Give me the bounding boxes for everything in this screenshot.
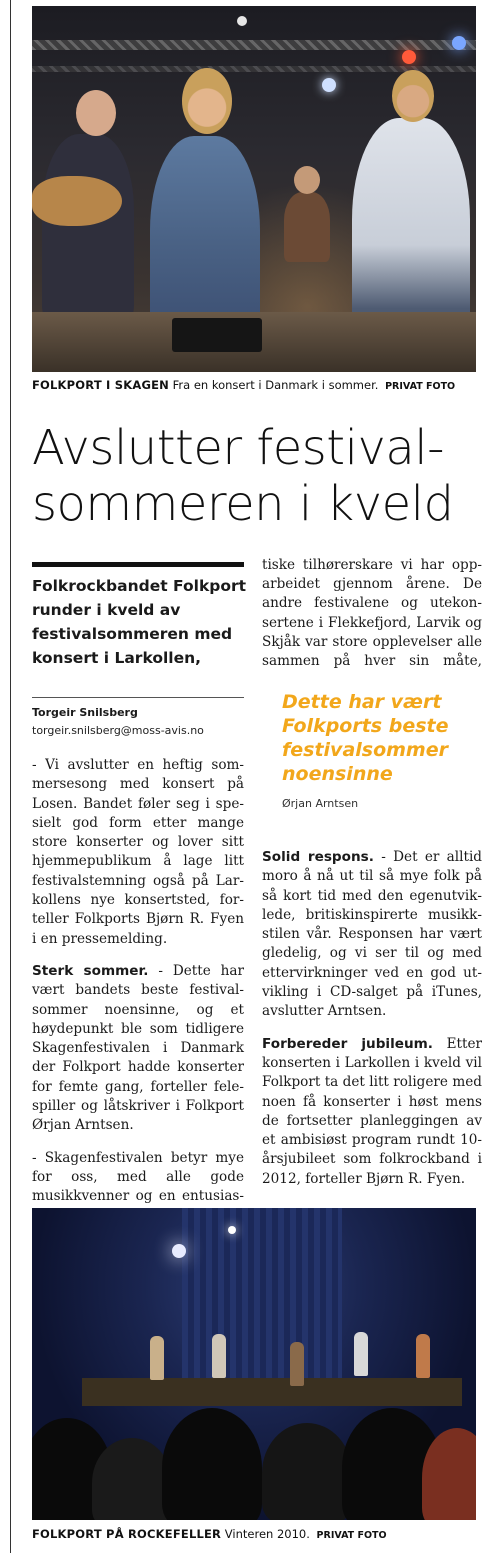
stage-light — [237, 16, 247, 26]
guitarist — [42, 134, 134, 324]
guitarist-head — [76, 90, 116, 136]
paragraph-5 — [262, 1035, 482, 1189]
drummer — [284, 192, 330, 262]
lead-in-forbereder-jubileum: Forbereder jubileum. — [262, 1035, 433, 1052]
band-member — [354, 1332, 368, 1376]
band-member — [212, 1334, 226, 1378]
paragraph-1: - Vi avslutter en heftig sommersesong med konsert på Losen. Bandet føler seg i spesielt god form etter mange store konserter og lover sitt hjemmepublikum å lage litt festivalstemning også på Larkollens nye konsertsted, forteller Folkports Bjørn R. Fyen i en pressemelding. — [32, 757, 244, 947]
caption-title: FOLKPORT PÅ ROCKEFELLER — [32, 1527, 222, 1541]
body-column-right-top — [262, 556, 482, 672]
pull-quote: Dette har vært Folkports beste festivalsommer noensinne — [282, 691, 449, 785]
lighting-truss — [32, 40, 476, 50]
stage-light — [452, 36, 466, 50]
stage-curtain — [182, 1208, 342, 1398]
drummer-head — [294, 166, 320, 194]
lead-in-sterk-sommer: Sterk sommer. — [32, 962, 149, 979]
headline-line-2: sommeren i kveld — [32, 476, 454, 532]
caption-title: FOLKPORT I SKAGEN — [32, 378, 169, 392]
concert-photo-skagen — [32, 6, 476, 372]
lead-in-solid-respons: Solid respons. — [262, 849, 374, 865]
paragraph-3: - Skagenfestivalen betyr mye for oss, med alle gode musikkvenner og en entusias — [32, 1149, 244, 1205]
band-member — [416, 1334, 430, 1378]
byline-name: Torgeir Snilsberg — [32, 706, 138, 719]
acoustic-guitar — [32, 176, 122, 226]
caption-text: Fra en konsert i Danmark i sommer. — [172, 378, 379, 392]
stage-light — [402, 50, 416, 64]
stage-light — [228, 1226, 236, 1234]
paragraph-2-text: - Dette har vært bandets beste festivalsommer noensinne, og et høydepunkt ble som tidligere Skagenfestivalen i Danmark der Folkport hadde konserter for femte gang, forteller felespiller og låtskriver i Folkport Ørjan Arntsen. — [32, 962, 244, 1134]
byline-rule — [32, 697, 244, 698]
body-column-left — [32, 756, 244, 1207]
audience-silhouette — [262, 1423, 352, 1520]
ingress-bar — [32, 562, 244, 567]
paragraph-4-text: - Det er alltid moro å nå ut til så mye folk på så kort tid med den egenutviklede, britiskinspirerte musikkstilen vår. Responsen har vært gledelig, og vi ser til og med ettervirkninger ved en god utvikling i CD-salget på iTunes, avslutter Arntsen. — [262, 849, 482, 1020]
photo-credit: PRIVAT FOTO — [385, 381, 456, 392]
ingress: Folkrockbandet Folkport runder i kveld av festivalsommeren med konsert i Larkollen, — [32, 577, 247, 667]
concert-photo-rockefeller — [32, 1208, 476, 1520]
audience-silhouette — [162, 1408, 262, 1520]
headline-line-1: Avslutter festival- — [32, 420, 444, 476]
byline-email[interactable]: torgeir.snilsberg@moss-avis.no — [32, 724, 204, 737]
audience-silhouette — [92, 1438, 172, 1520]
page-margin-rule — [10, 0, 11, 1553]
caption-text: Vinteren 2010. — [224, 1527, 310, 1541]
photo-caption-1 — [32, 378, 455, 392]
stage-light — [322, 78, 336, 92]
paragraph-2 — [32, 962, 244, 1136]
paragraph-5-text: Etter konserten i Larkollen i kveld vil Folkport ta det litt roligere med noen få konserter i høst mens de fortsetter planleggingen av et ambisiøst program rundt 10-årsjubileet som folkrockband i 2012, forteller Bjørn R. Fyen. — [262, 1035, 482, 1187]
stage — [82, 1378, 462, 1406]
photo-caption-2 — [32, 1527, 387, 1541]
pull-quote-source: Ørjan Arntsen — [282, 797, 359, 810]
singer-head — [182, 68, 232, 134]
band-member — [150, 1336, 164, 1380]
monitor-speaker — [172, 318, 262, 352]
stage-light — [172, 1244, 186, 1258]
photo-credit: PRIVAT FOTO — [316, 1530, 387, 1541]
body-column-right — [262, 848, 482, 1202]
violinist-head — [392, 70, 434, 122]
paragraph-4 — [262, 848, 482, 1022]
paragraph-3-continued: iske tilhørerskare vi har opparbeidet gjennom årene. De andre festivalene og utekonsertene i Flekkefjord, Larvik og Skjåk var store opplevelser alle sammen på hver sin måte, — [262, 556, 482, 670]
band-member — [290, 1342, 304, 1386]
headline — [32, 420, 482, 532]
